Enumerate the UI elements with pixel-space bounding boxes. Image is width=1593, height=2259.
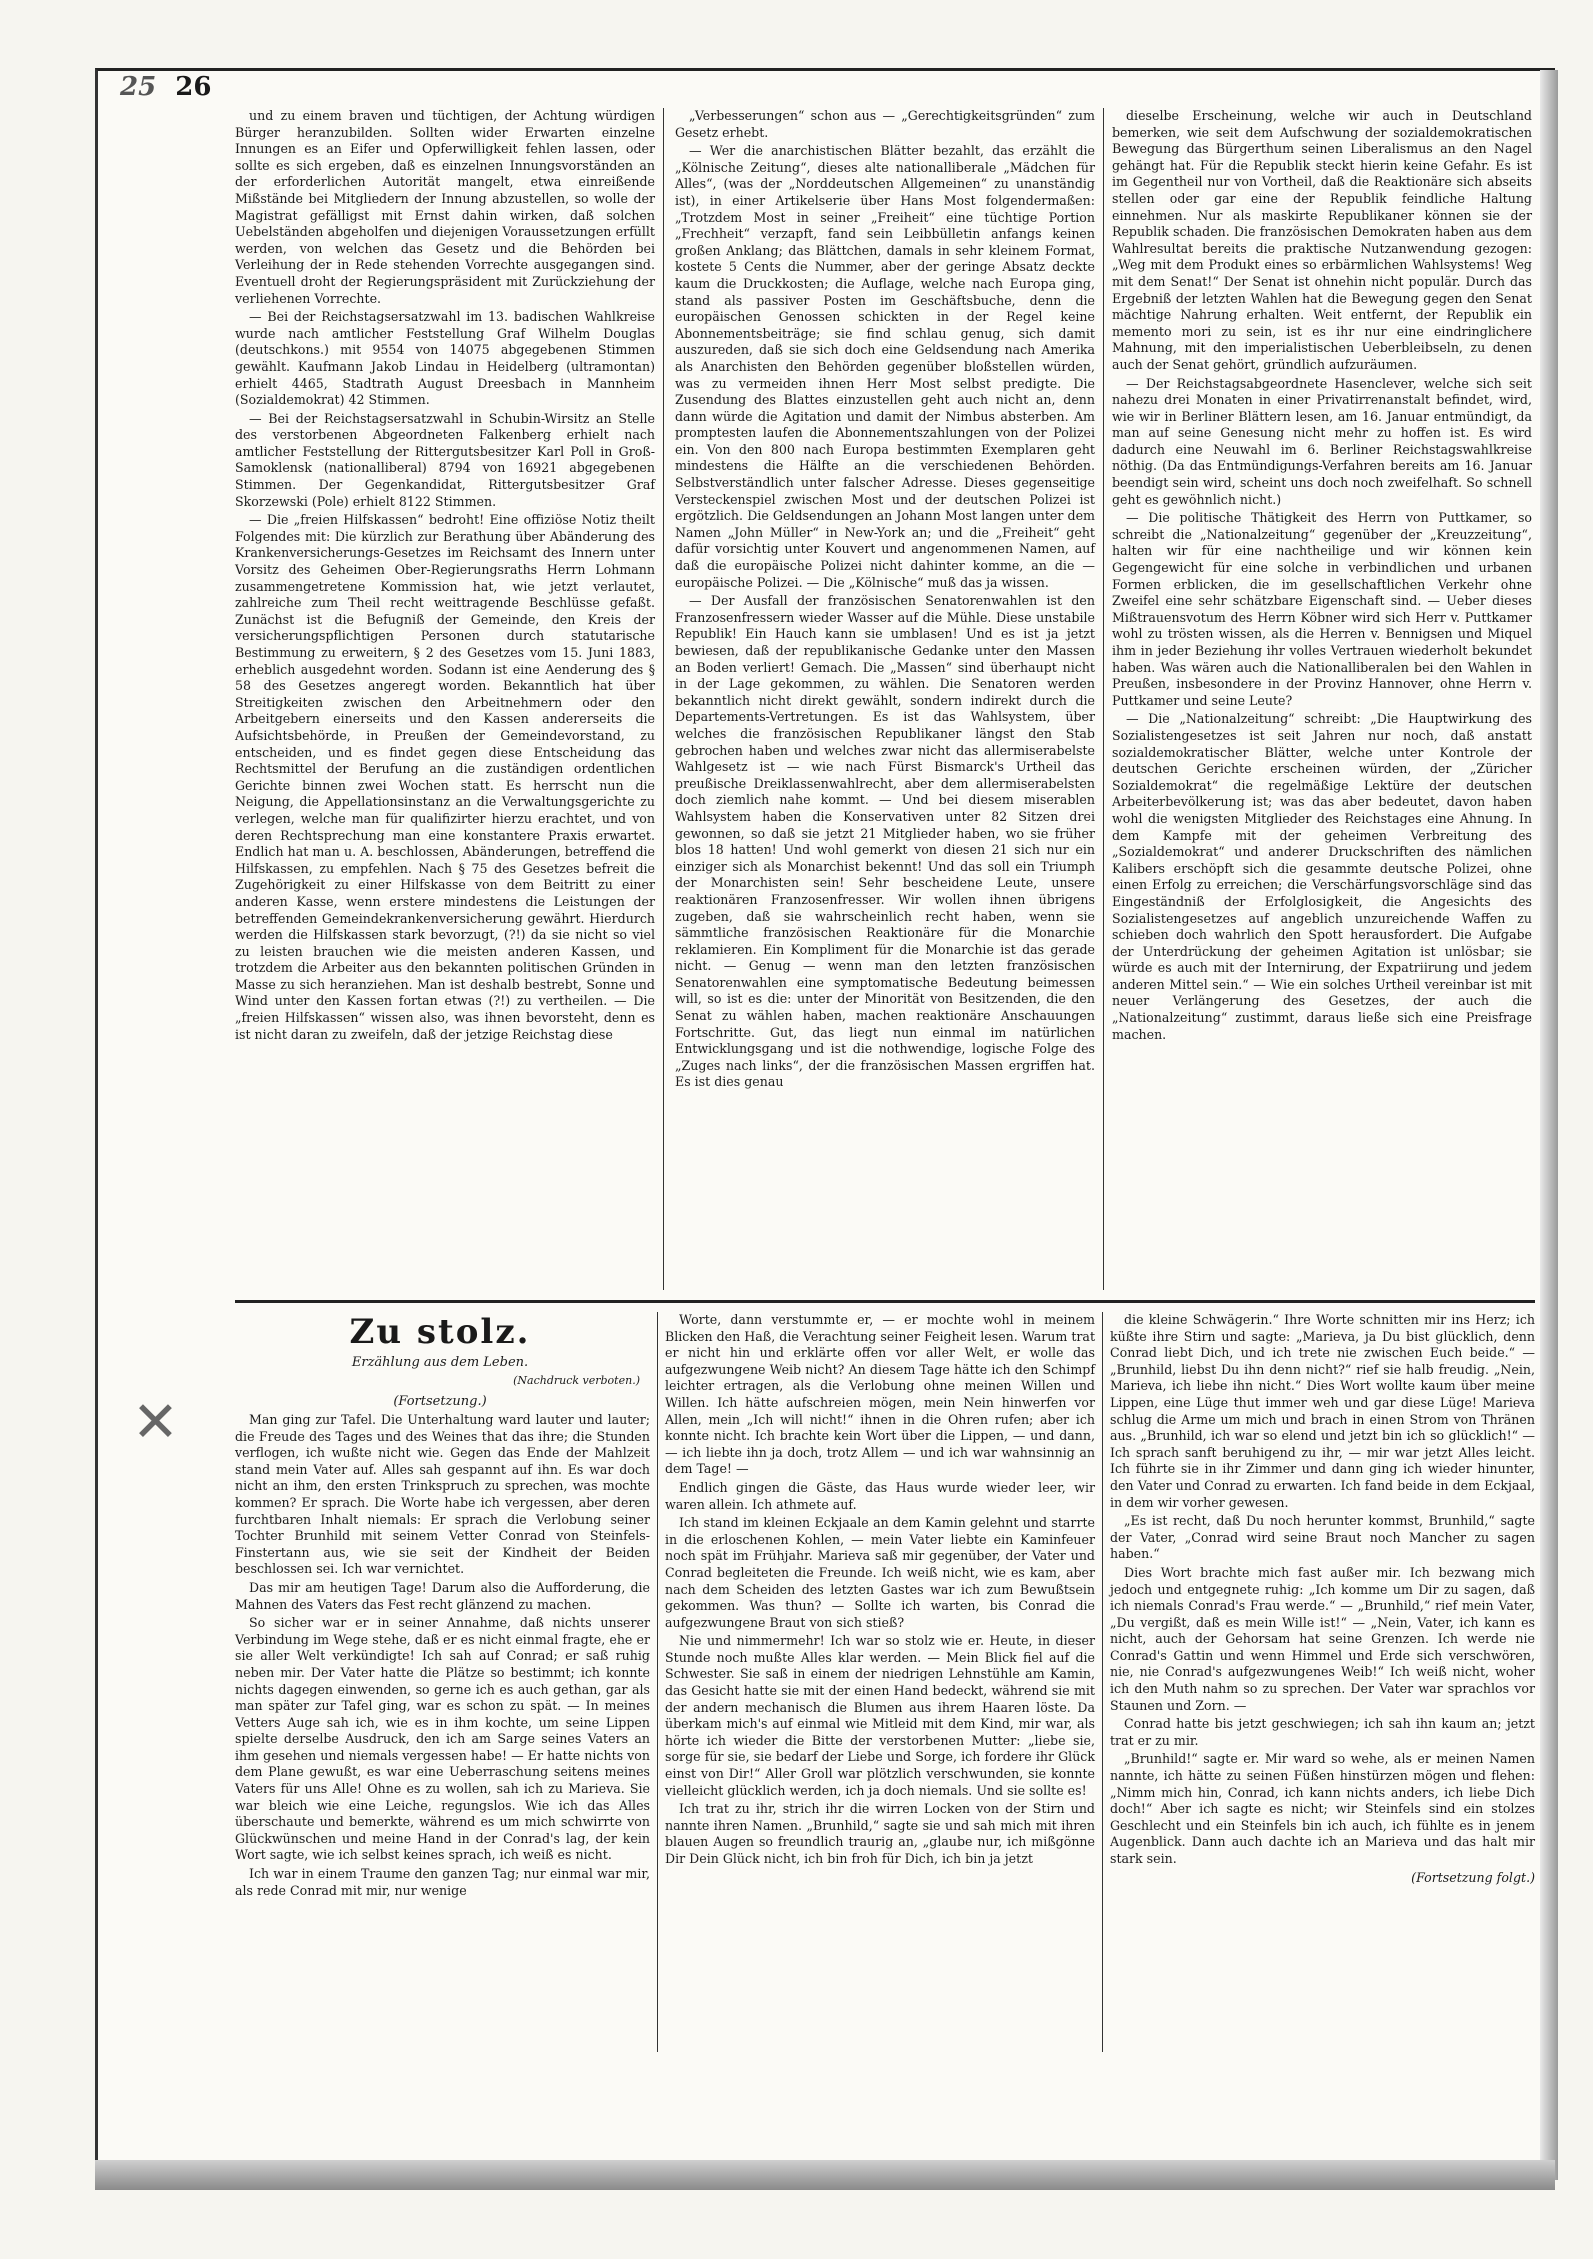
- story-paragraph: Ich war in einem Traume den ganzen Tag; nur einmal war mir, als rede Conrad mit mir, nur wenige: [235, 1866, 650, 1898]
- column-rule: [663, 108, 664, 1290]
- current-page-number: 26: [175, 72, 212, 102]
- news-paragraph: — Bei der Reichstagsersatzwahl im 13. badischen Wahlkreise wurde nach amtlicher Feststellung Graf Wilhelm Douglas (deutschkons.) mit 9554 von 14075 abgegebenen Stimmen gewählt. Kaufmann Jakob Lindau in Heidelberg (ultramontan) erhielt 4465, Stadtrath August Dreesbach in Mannheim (Sozialdemokrat) 42 Stimmen.: [235, 309, 655, 408]
- reprint-notice: (Nachdruck verboten.): [513, 1374, 640, 1387]
- to-be-continued: (Fortsetzung folgt.): [1411, 1869, 1535, 1885]
- story-paragraph: Ich trat zu ihr, strich ihr die wirren Locken von der Stirn und nannte ihren Namen. „Brunhild,“ sagte sie und sah mich mit ihren blauen Augen so freundlich traurig an, „glaube nur, ich mißgönne Dir Dein Glück nicht, ich bin froh für Dich, ich bin ja jetzt: [665, 1801, 1095, 1866]
- binding-edge: [1540, 70, 1558, 2180]
- news-paragraph: — Der Ausfall der französischen Senatorenwahlen ist den Franzosenfressern wieder Wasser auf die Mühle. Diese unstabile Republik! Ein Hauch kann sie umblasen! Und es ist ja jetzt bewiesen, daß der republikanische Gedanke unter den Massen an Boden verliert! Gemach. Die „Massen“ sind überhaupt nicht in der Lage gekommen, zu wählen. Die Senatoren werden bekanntlich nicht direkt gewählt, sondern indirekt durch die Departements-Vertretungen. Es ist das Wahlsystem, über welches die französischen Republikaner längst den Stab gebrochen haben und welches zwar nicht das allermiserabelste Wahlgesetz ist — wie nach Fürst Bismarck's Urtheil das preußische Dreiklassenwahlrecht, aber dem allermiserabelsten doch ziemlich nahe kommt. — Und bei diesem miserablen Wahlsystem haben die Konservativen unter 82 Sitzen drei gewonnen, so daß sie jetzt 21 Mitglieder haben, wo sie früher blos 18 hatten! Und wohl gemerkt von diesen 21 sich nur ein einziger sich als Monarchist bekennt! Und das soll ein Triumph der Monarchisten sein! Sehr bescheidene Leute, unsere reaktionären Franzosenfresser. Wir wollen ihnen übrigens zugeben, daß sie wahrscheinlich recht haben, wenn sie sämmtliche französischen Reaktionäre für die Monarchie reklamieren. Ein Kompliment für die Monarchie ist das gerade nicht. — Genug — wenn man den letzten französischen Senatorenwahlen eine symptomatische Bedeutung beimessen will, so ist es die: unter der Minorität von Besitzenden, die den Senat zu wählen haben, machen reaktionäre Anschauungen Fortschritte. Gut, das liegt nun einmal im natürlichen Entwicklungsgang und ist die nothwendige, logische Folge des „Zuges nach links“, der die französischen Massen ergriffen hat. Es ist dies genau: [675, 593, 1095, 1090]
- continuation-note: (Fortsetzung.): [393, 1394, 487, 1409]
- story-paragraph: Das mir am heutigen Tage! Darum also die Aufforderung, die Mahnen des Vaters das Fest recht glänzend zu machen.: [235, 1579, 650, 1612]
- story-column-3: [1110, 1312, 1535, 2052]
- news-paragraph: — Wer die anarchistischen Blätter bezahlt, das erzählt die „Kölnische Zeitung“, dieses alte nationalliberale „Mädchen für Alles“, (was der „Norddeutschen Allgemeinen“ zu unanständig ist), in einer Artikelserie über Hans Most folgendermaßen: „Trotzdem Most in seiner „Freiheit“ eine tüchtige Portion „Frechheit“ verzapft, fand sein Leibbülletin anfangs keinen großen Anklang; das Blättchen, damals in sehr kleinem Format, kostete 5 Cents die Nummer, aber der geringe Absatz deckte kaum die Druckkosten; die Auflage, welche nach Europa ging, stand als passiver Posten im Geschäftsbuche, denn die europäischen Genossen schickten in der Regel keine Abonnementsbeiträge; sie find schlau genug, sich damit auszureden, daß sie sich doch eine Geldsendung nach Amerika als Anarchisten den Behörden gegenüber bloßstellen würden, was zu vermeiden ihnen Herr Most selbst predigte. Die Zusendung des Blattes einzustellen geht auch nicht an, denn dann würde die Agitation und damit der Nimbus absterben. Am promptesten laufen die Abonnementszahlungen von der Polizei ein. Von den 800 nach Europa bestimmten Exemplaren geht mindestens die Hälfte an die verschiedenen Behörden. Selbstverständlich unter falscher Adresse. Dieses gegenseitige Versteckenspiel zwischen Most und der deutschen Polizei ist ergötzlich. Die Geldsendungen an Johann Most langen unter dem Namen „John Müller“ in New-York an; und die „Freiheit“ geht dafür vorsichtig unter Kouvert und angenommenen Namen, auf daß die europäische Polizei nicht dahinter komme, an die — europäische Polizei. — Die „Kölnische“ muß das ja wissen.: [675, 143, 1095, 590]
- story-column-2: [665, 1312, 1095, 2052]
- story-paragraph: „Brunhild!“ sagte er. Mir ward so wehe, als er meinen Namen nannte, ich hätte zu seinen Füßen hinstürzen mögen und flehen: „Nimm mich hin, Conrad, ich kann nichts anders, ich liebe Dich doch!“ Aber ich sagte es nicht; wir Steinfels sind ein stolzes Geschlecht und ein Steinfels bin ich auch, ich fühlte es in jenem Augenblick. Dann auch dachte ich an Marieva und das halt mir stark sein.: [1110, 1751, 1535, 1866]
- story-paragraph: Nie und nimmermehr! Ich war so stolz wie er. Heute, in dieser Stunde noch mußte Alles klar werden. — Mein Blick fiel auf die Schwester. Sie saß in einem der niedrigen Lehnstühle am Kamin, das Gesicht hatte sie mit der einen Hand bedeckt, während sie mit der andern mechanisch die Blumen aus ihrem Haaren löste. Da überkam mich's auf einmal wie Mitleid mit dem Kind, mir war, als hörte ich wieder die Bitte der verstorbenen Mutter: „liebe sie, sorge für sie, sie bedarf der Liebe und Sorge, ich fordere ihr Glück einst von Dir!“ Aller Groll war plötzlich verschwunden, sie konnte vielleicht glücklich werden, ich ja doch niemals. Und sie sollte es!: [665, 1633, 1095, 1798]
- story-title: Zu stolz.: [349, 1312, 531, 1352]
- old-page-number: 25: [120, 72, 157, 102]
- story-paragraph: Worte, dann verstummte er, — er mochte wohl in meinem Blicken den Haß, die Verachtung seiner Feigheit lesen. Warum trat er nicht hin und erklärte offen vor aller Welt, er wolle das aufgezwungene Weib nicht? An diesem Tage hätte ich den Schimpf leichter ertragen, als die Verlobung ohne meinen Willen und Willen. Ich hätte aufschreien mögen, mein Nein hinwerfen vor Allen, mein „Ich will nicht!“ ihnen in die Ohren rufen; aber ich konnte nicht. Ich brachte kein Wort über die Lippen, — und dann, — ich liebte ihn ja doch, trotz Allem — und ich war wahnsinnig an dem Tage! —: [665, 1312, 1095, 1477]
- story-paragraph: Man ging zur Tafel. Die Unterhaltung ward lauter und lauter; die Freude des Tages und des Weines that das ihre; die Stunden verflogen, ich wußte nicht wie. Gegen das Ende der Mahlzeit stand mein Vater auf. Alles sah gespannt auf ihn. Es war doch nicht an ihm, den ersten Trinkspruch zu sprechen, was mochte kommen? Er sprach. Die Worte habe ich vergessen, aber deren furchtbaren Inhalt niemals: Er sprach die Verlobung seiner Tochter Brunhild mit seinem Vetter Conrad von Steinfels-Finstertann aus, wie sie seit der Kindheit der Beiden beschlossen sei. Ich war vernichtet.: [235, 1412, 650, 1577]
- column-rule: [1102, 1312, 1103, 2052]
- story-paragraph: Conrad hatte bis jetzt geschwiegen; ich sah ihn kaum an; jetzt trat er zu mir.: [1110, 1716, 1535, 1748]
- handwritten-x-mark: ✕: [132, 1390, 179, 1455]
- news-column-1: [235, 108, 655, 1288]
- news-paragraph: — Die politische Thätigkeit des Herrn von Puttkamer, so schreibt die „Nationalzeitung“ gegenüber der „Kreuzzeitung“, halten wir für eine nachtheilige und wir können kein Gegengewicht für eine solche in verbindlichen und urbanen Formen erblicken, die im gesellschaftlichen Verkehr ohne Zweifel eine sehr schätzbare Eigenschaft sind. — Ueber dieses Mißtrauensvotum des Herrn Köbner wird sich Herr v. Puttkamer wohl zu trösten wissen, als die Herren v. Bennigsen und Miquel ihm in jeder Beziehung ihr volles Vertrauen wiederholt bekundet haben. Was wären auch die Nationalliberalen bei den Wahlen in Preußen, insbesondere in der Provinz Hannover, ohne Herrn v. Puttkamer und seine Leute?: [1112, 510, 1532, 708]
- news-paragraph: — Die „Nationalzeitung“ schreibt: „Die Hauptwirkung des Sozialistengesetzes ist seit Jahren nur noch, daß anstatt sozialdemokratischer Blätter, welche unter Kontrole der deutschen Gerichte erscheinen würden, der „Züricher Sozialdemokrat“ die regelmäßige Lektüre der deutschen Arbeiterbevölkerung ist; was das aber bedeutet, davon haben wohl die wenigsten Mitglieder des Reichstages eine Ahnung. In dem Kampfe mit der geheimen Verbreitung des „Sozialdemokrat“ und anderer Druckschriften des nämlichen Kalibers erschöpft sich die gesammte deutsche Polizei, ohne einen Erfolg zu erreichen; die Verschärfungsvorschläge sind das Eingeständniß der Erfolglosigkeit, die Angesichts des Sozialistengesetzes auf angeblich unzureichende Waffen zu schieben doch wahrlich den Spott herausfordert. Die Aufgabe der Unterdrückung der geheimen Agitation ist unlösbar; sie würde es auch mit der Internirung, der Expatriirung und jedem anderen Mittel sein.“ — Wie ein solches Urtheil vereinbar ist mit neuer Verlängerung des Gesetzes, der auch die „Nationalzeitung“ zustimmt, daraus ließe sich eine Preisfrage machen.: [1112, 711, 1532, 1042]
- story-paragraph: Ich stand im kleinen Eckjaale an dem Kamin gelehnt und starrte in die erloschenen Kohlen, — mein Vater liebte ein Kaminfeuer noch spät im Frühjahr. Marieva saß mir gegenüber, der Vater und Conrad begleiteten die Freunde. Ich weiß nicht, wie es kam, aber nach dem Scheiden des letzten Gastes war ich zum Bewußtsein gekommen. Was thun? — Sollte ich warten, bis Conrad die aufgezwungene Braut von sich stieß?: [665, 1515, 1095, 1630]
- news-paragraph: — Die „freien Hilfskassen“ bedroht! Eine offiziöse Notiz theilt Folgendes mit: Die kürzlich zur Berathung über Abänderung des Krankenversicherungs-Gesetzes im Reichsamt des Innern unter Vorsitz des Geheimen Ober-Regierungsraths Herrn Lohmann zusammengetretene Kommission hat, wie jetzt verlautet, zahlreiche zum Theil recht weittragende Beschlüsse gefaßt. Zunächst ist die Befugniß der Gemeinde, den Kreis der versicherungspflichtigen Personen durch statutarische Bestimmung zu erweitern, § 2 des Gesetzes vom 15. Juni 1883, erheblich ausgedehnt worden. Sodann ist eine Aenderung des § 58 des Gesetzes angeregt worden. Bekanntlich hat über Streitigkeiten zwischen den Arbeitnehmern oder den Arbeitgebern einerseits und den Kassen andererseits die Aufsichtsbehörde, in Preußen der Gemeindevorstand, zu entscheiden, und es findet gegen diese Entscheidung das Rechtsmittel der Berufung an die zuständigen ordentlichen Gerichte binnen zwei Wochen statt. Es herrscht nun die Neigung, die Appellationsinstanz an die Verwaltungsgerichte zu verlegen, welche man für qualifizirter hierzu erachtet, und von deren Rechtsprechung man eine konstantere Praxis erwartet. Endlich hat man u. A. beschlossen, Abänderungen, betreffend die Hilfskassen, zu empfehlen. Nach § 75 des Gesetzes befreit die Zugehörigkeit zu einer Hilfskasse von dem Beitritt zu einer anderen Kasse, wenn erstere mindestens die Leistungen der betreffenden Gemeindekrankenversicherung gewährt. Hierdurch werden die Hilfskassen stark bevorzugt, (?!) da sie nicht so viel zu leisten brauchen wie die meisten anderen Kassen, und trotzdem die Arbeiter aus den bekannten politischen Gründen in Masse zu sich heranziehen. Man ist deshalb bestrebt, Sonne und Wind unter den Kassen fortan etwas (?!) zu vertheilen. — Die „freien Hilfskassen“ wissen also, was ihnen bevorsteht, denn es ist nicht daran zu zweifeln, daß der jetzige Reichstag diese: [235, 512, 655, 1042]
- column-rule: [657, 1312, 658, 2052]
- page-number: [120, 72, 211, 102]
- news-paragraph: — Der Reichstagsabgeordnete Hasenclever, welche sich seit nahezu drei Monaten in einer Privatirrenanstalt befindet, wird, wie wir in Berliner Blättern lesen, am 16. Januar entmündigt, da man auf seine Genesung nicht mehr zu hoffen ist. Es wird dadurch eine Neuwahl im 6. Berliner Reichstagswahlkreise nöthig. (Da das Entmündigungs-Verfahren bereits am 16. Januar beendigt sein wird, scheint uns doch noch zweifelhaft. So schnell geht es gewöhnlich nicht.): [1112, 375, 1532, 507]
- story-paragraph: So sicher war er in seiner Annahme, daß nichts unserer Verbindung im Wege stehe, daß er es nicht einmal fragte, ehe er sie aller Welt verkündigte! Ich sah auf Conrad; er saß ruhig neben mir. Der Vater hatte die Plätze so bestimmt; ich konnte nichts dagegen einwenden, so gerne ich es auch gethan, gar als man später zur Tafel ging, war es schon zu spät. — In meines Vetters Auge sah ich, wie es in ihm kochte, um seine Lippen spielte derselbe Ausdruck, den ich am Sarge seines Vaters an ihm gesehen und niemals vergessen habe! — Er hatte nichts von dem Plane gewußt, es war eine Ueberraschung seitens meines Vaters für uns Alle! Ohne es zu wollen, sah ich zu Marieva. Sie war bleich wie eine Leiche, regungslos. Wie ich das Alles überschaute und bemerkte, während es um mich schwirrte von Glückwünschen und meine Hand in der Conrad's lag, der kein Wort sagte, wie ich selbst keines sprach, ich weiß es nicht.: [235, 1615, 650, 1863]
- column-rule: [1103, 108, 1104, 1290]
- story-column-1: [235, 1412, 650, 2052]
- story-subtitle: Erzählung aus dem Leben.: [351, 1355, 529, 1370]
- story-paragraph: die kleine Schwägerin.“ Ihre Worte schnitten mir ins Herz; ich küßte ihre Stirn und sagte: „Marieva, ja Du bist glücklich, denn Conrad liebt Dich, und ich trete nie zwischen Euch beide.“ — „Brunhild, liebst Du ihn denn nicht?“ rief sie halb freudig. „Nein, Marieva, ich liebe ihn nicht.“ Dies Wort wollte kaum über meine Lippen, eine Lüge thut immer weh und gar diese Lüge! Marieva schlug die Arme um mich und brach in einen Strom von Thränen aus. „Brunhild, ich war so elend und jetzt bin ich so glücklich!“ — Ich sprach sanft beruhigend zu ihr, — mir war jetzt Alles leicht. Ich führte sie in ihr Zimmer und dann ging ich wieder hinunter, den Vater und Conrad zu erwarten. Ich fand beide in dem Eckjaal, in dem wir vorher gewesen.: [1110, 1312, 1535, 1510]
- section-divider: [235, 1300, 1535, 1303]
- news-column-2: [675, 108, 1095, 1288]
- story-paragraph: „Es ist recht, daß Du noch herunter kommst, Brunhild,“ sagte der Vater, „Conrad wird seine Braut noch Mancher zu sagen haben.“: [1110, 1513, 1535, 1562]
- news-column-3: [1112, 108, 1532, 1288]
- story-paragraph: Dies Wort brachte mich fast außer mir. Ich bezwang mich jedoch und entgegnete ruhig: „Ich komme um Dir zu sagen, daß ich niemals Conrad's Frau werde.“ — „Brunhild,“ rief mein Vater, „Du vergißt, daß es mein Wille ist!“ — „Nein, Vater, ich kann es nicht, auch der Gehorsam hat seine Grenzen. Ich werde nie Conrad's Gattin und wenn Himmel und Erde sich verschwören, nie, nie Conrad's aufgezwungenes Weib!“ Ich weiß nicht, woher ich den Muth nahm so zu sprechen. Der Vater war sprachlos vor Staunen und Zorn. —: [1110, 1564, 1535, 1713]
- news-paragraph: und zu einem braven und tüchtigen, der Achtung würdigen Bürger heranzubilden. Sollten wider Erwarten einzelne Innungen es an Eifer und Opferwilligkeit fehlen lassen, oder sollte es sich ergeben, daß es einzelnen Innungsvorständen an der erforderlichen Autorität mangelt, etwa einreißende Mißstände bei Mitgliedern der Innung abzustellen, so wolle der Magistrat gefälligst mit Ernst dahin wirken, daß solchen Uebelständen abgeholfen und diejenigen Voraussetzungen erfüllt werden, von welchen das Gesetz und die Behörden bei Verleihung der in Rede stehenden Vorrechte ausgegangen sind. Eventuell droht der Regierungspräsident mit Zurückziehung der verliehenen Vorrechte.: [235, 108, 655, 306]
- page-bottom-shadow: [95, 2160, 1555, 2190]
- news-paragraph: „Verbesserungen“ schon aus — „Gerechtigkeitsgründen“ zum Gesetz erhebt.: [675, 108, 1095, 140]
- news-paragraph: dieselbe Erscheinung, welche wir auch in Deutschland bemerken, wie seit dem Aufschwung der sozialdemokratischen Bewegung das Bürgerthum seinen Liberalismus an den Nagel gehängt hat. Für die Republik steckt hierin keine Gefahr. Es ist im Gegentheil nur von Vortheil, daß die Reaktionäre sich abseits stellen oder gar eine der Republik feindliche Haltung einnehmen. Nur als maskirte Republikaner können sie der Republik schaden. Die französischen Demokraten haben aus dem Wahlresultat bereits die praktische Nutzanwendung gezogen: „Weg mit dem Produkt eines so erbärmlichen Wahlsystems! Weg mit dem Senat!“ Der Senat ist ohnehin nicht populär. Durch das Ergebniß der letzten Wahlen hat die Bewegung gegen den Senat mächtige Nahrung erhalten. Weit entfernt, der Republik ein memento mori zu sein, ist es ihr nur eine eindringlichere Mahnung, mit den imperialistischen Ueberbleibseln, zu denen auch der Senat gehört, gründlich aufzuräumen.: [1112, 108, 1532, 372]
- story-paragraph: Endlich gingen die Gäste, das Haus wurde wieder leer, wir waren allein. Ich athmete auf.: [665, 1479, 1095, 1512]
- news-paragraph: — Bei der Reichstagsersatzwahl in Schubin-Wirsitz an Stelle des verstorbenen Abgeordneten Falkenberg erhielt nach amtlicher Feststellung der Rittergutsbesitzer Karl Poll in Groß-Samoklensk (nationalliberal) 8794 von 16921 abgegebenen Stimmen. Der Gegenkandidat, Rittergutsbesitzer Graf Skorzewski (Pole) erhielt 8122 Stimmen.: [235, 410, 655, 509]
